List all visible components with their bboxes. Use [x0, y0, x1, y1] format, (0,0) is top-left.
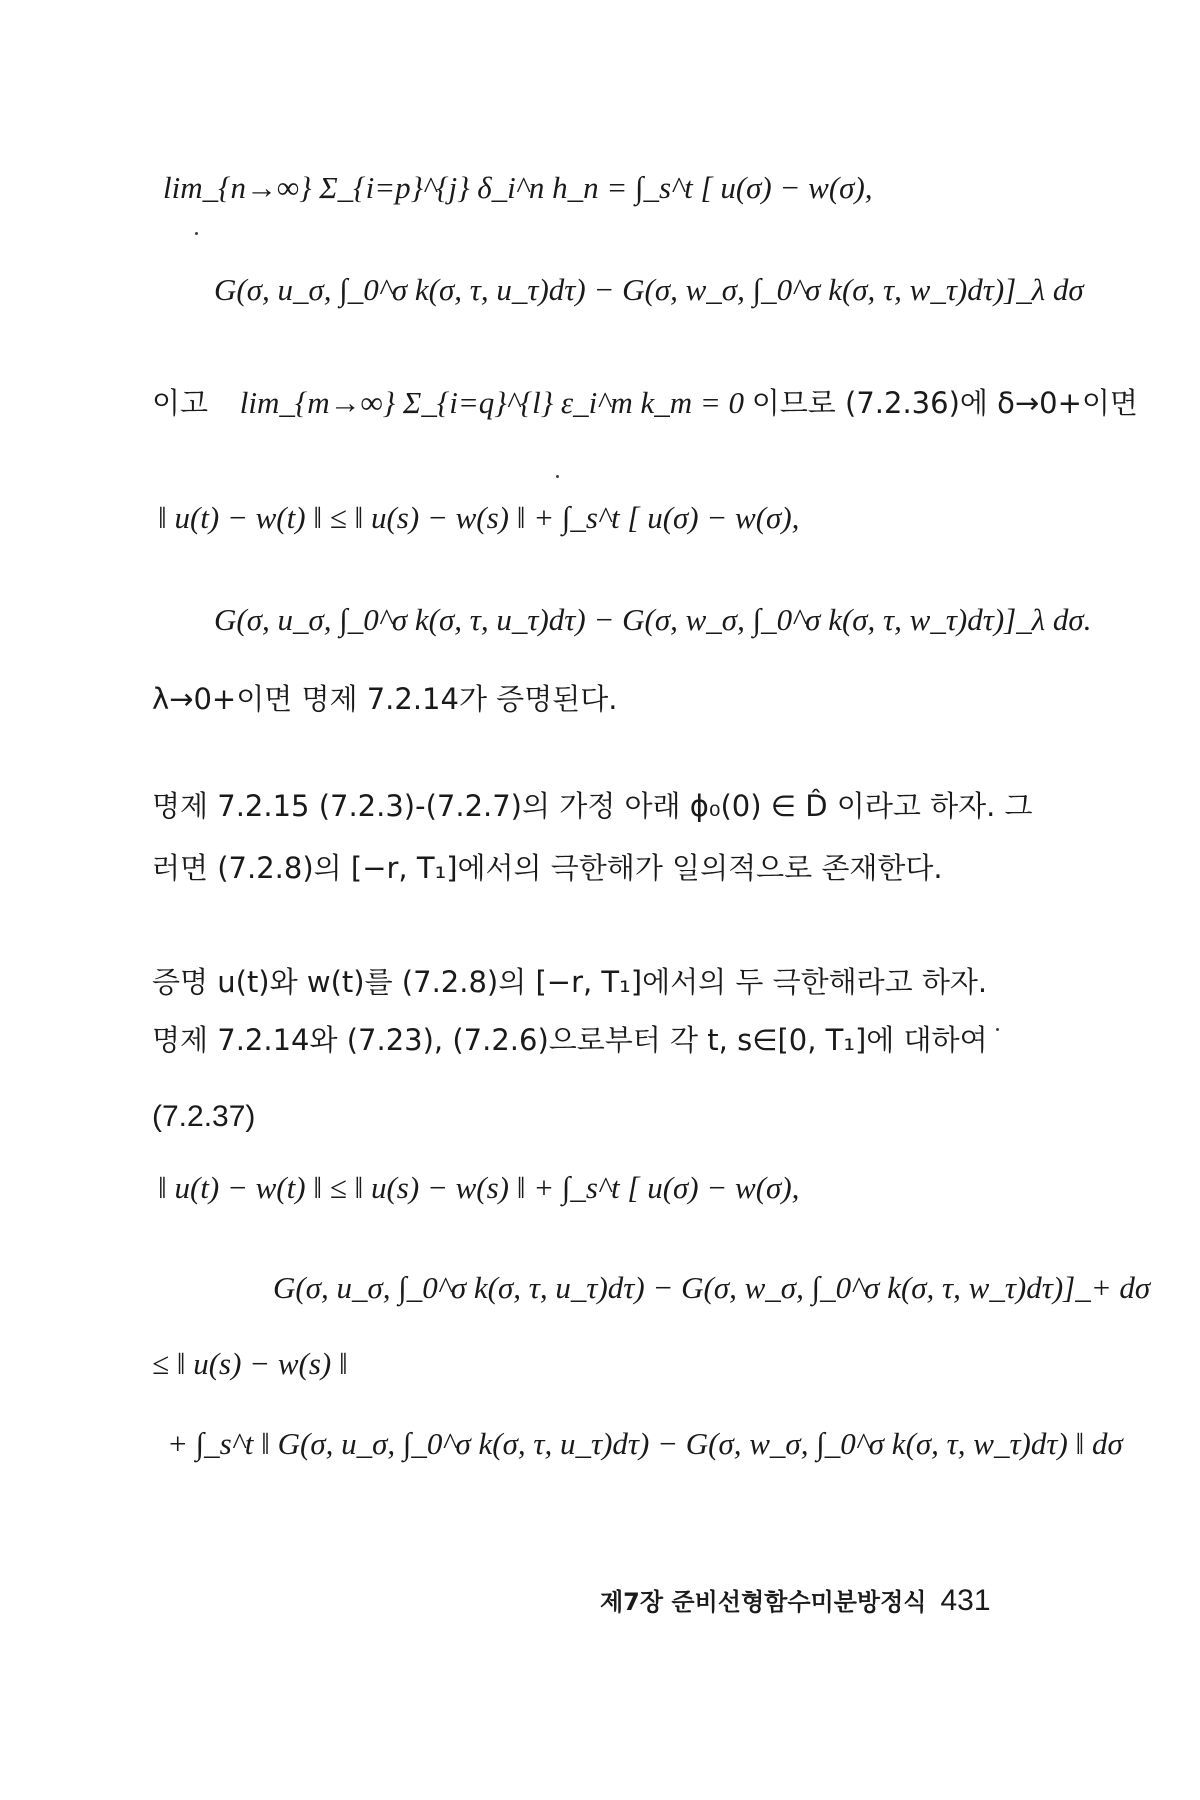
inequality-norm-1: ‖ u(t) − w(t) ‖ ≤ ‖ u(s) − w(s) ‖ + ∫_s^t [ u(σ) − w(σ),	[158, 500, 800, 535]
proof-line2: 명제 7.2.14와 (7.23), (7.2.6)으로부터 각 t, s∈[0, T₁]에 대하여	[152, 1023, 988, 1057]
inequality-norm-2: ‖ u(t) − w(t) ‖ ≤ ‖ u(s) − w(s) ‖ + ∫_s^t [ u(σ) − w(σ),	[158, 1170, 800, 1205]
formula-limit-delta: lim_{n→∞} Σ_{i=p}^{j} δ_i^n h_n = ∫_s^t [ u(σ) − w(σ),	[163, 170, 873, 205]
inequality-bound: ≤ ‖ u(s) − w(s) ‖	[152, 1346, 348, 1381]
text-prefix: 이고	[152, 386, 209, 420]
page-number: 431	[940, 1584, 991, 1617]
equation-label: (7.2.37)	[152, 1100, 256, 1133]
text-conclusion-7-2-14: λ→0+이면 명제 7.2.14가 증명된다.	[152, 682, 618, 716]
formula-limit-epsilon: lim_{m→∞} Σ_{i=q}^{l} ε_i^m k_m = 0	[239, 385, 745, 420]
scan-speck	[556, 475, 559, 478]
scan-speck	[195, 232, 198, 235]
formula-G-difference-3: G(σ, u_σ, ∫_0^σ k(σ, τ, u_τ)dτ) − G(σ, w_σ, ∫_0^σ k(σ, τ, w_τ)dτ)]_+ dσ	[273, 1270, 1151, 1305]
proposition-7-2-15-line2: 러면 (7.2.8)의 [−r, T₁]에서의 극한해가 일의적으로 존재한다.	[152, 851, 943, 885]
chapter-title: 제7장 준비선형함수미분방정식	[600, 1588, 927, 1616]
integral-norm-G: + ∫_s^t ‖ G(σ, u_σ, ∫_0^σ k(σ, τ, u_τ)dτ) − G(σ, w_σ, ∫_0^σ k(σ, τ, w_τ)dτ) ‖ dσ	[167, 1426, 1123, 1461]
proof-line1: 증명 u(t)와 w(t)를 (7.2.8)의 [−r, T₁]에서의 두 극한해라고 하자.	[152, 965, 988, 999]
running-footer	[600, 1582, 991, 1618]
scan-speck	[996, 1028, 999, 1031]
formula-G-difference-1: G(σ, u_σ, ∫_0^σ k(σ, τ, u_τ)dτ) − G(σ, w_σ, ∫_0^σ k(σ, τ, w_τ)dτ)]_λ dσ	[214, 272, 1084, 307]
text-limit-epsilon	[152, 387, 1138, 418]
proposition-7-2-15-line1: 명제 7.2.15 (7.2.3)-(7.2.7)의 가정 아래 ϕ₀(0) ∈ D̂ 이라고 하자. 그	[152, 789, 1033, 823]
formula-G-difference-2: G(σ, u_σ, ∫_0^σ k(σ, τ, u_τ)dτ) − G(σ, w_σ, ∫_0^σ k(σ, τ, w_τ)dτ)]_λ dσ.	[214, 602, 1092, 637]
text-suffix: 이므로 (7.2.36)에 δ→0+이면	[751, 386, 1138, 420]
